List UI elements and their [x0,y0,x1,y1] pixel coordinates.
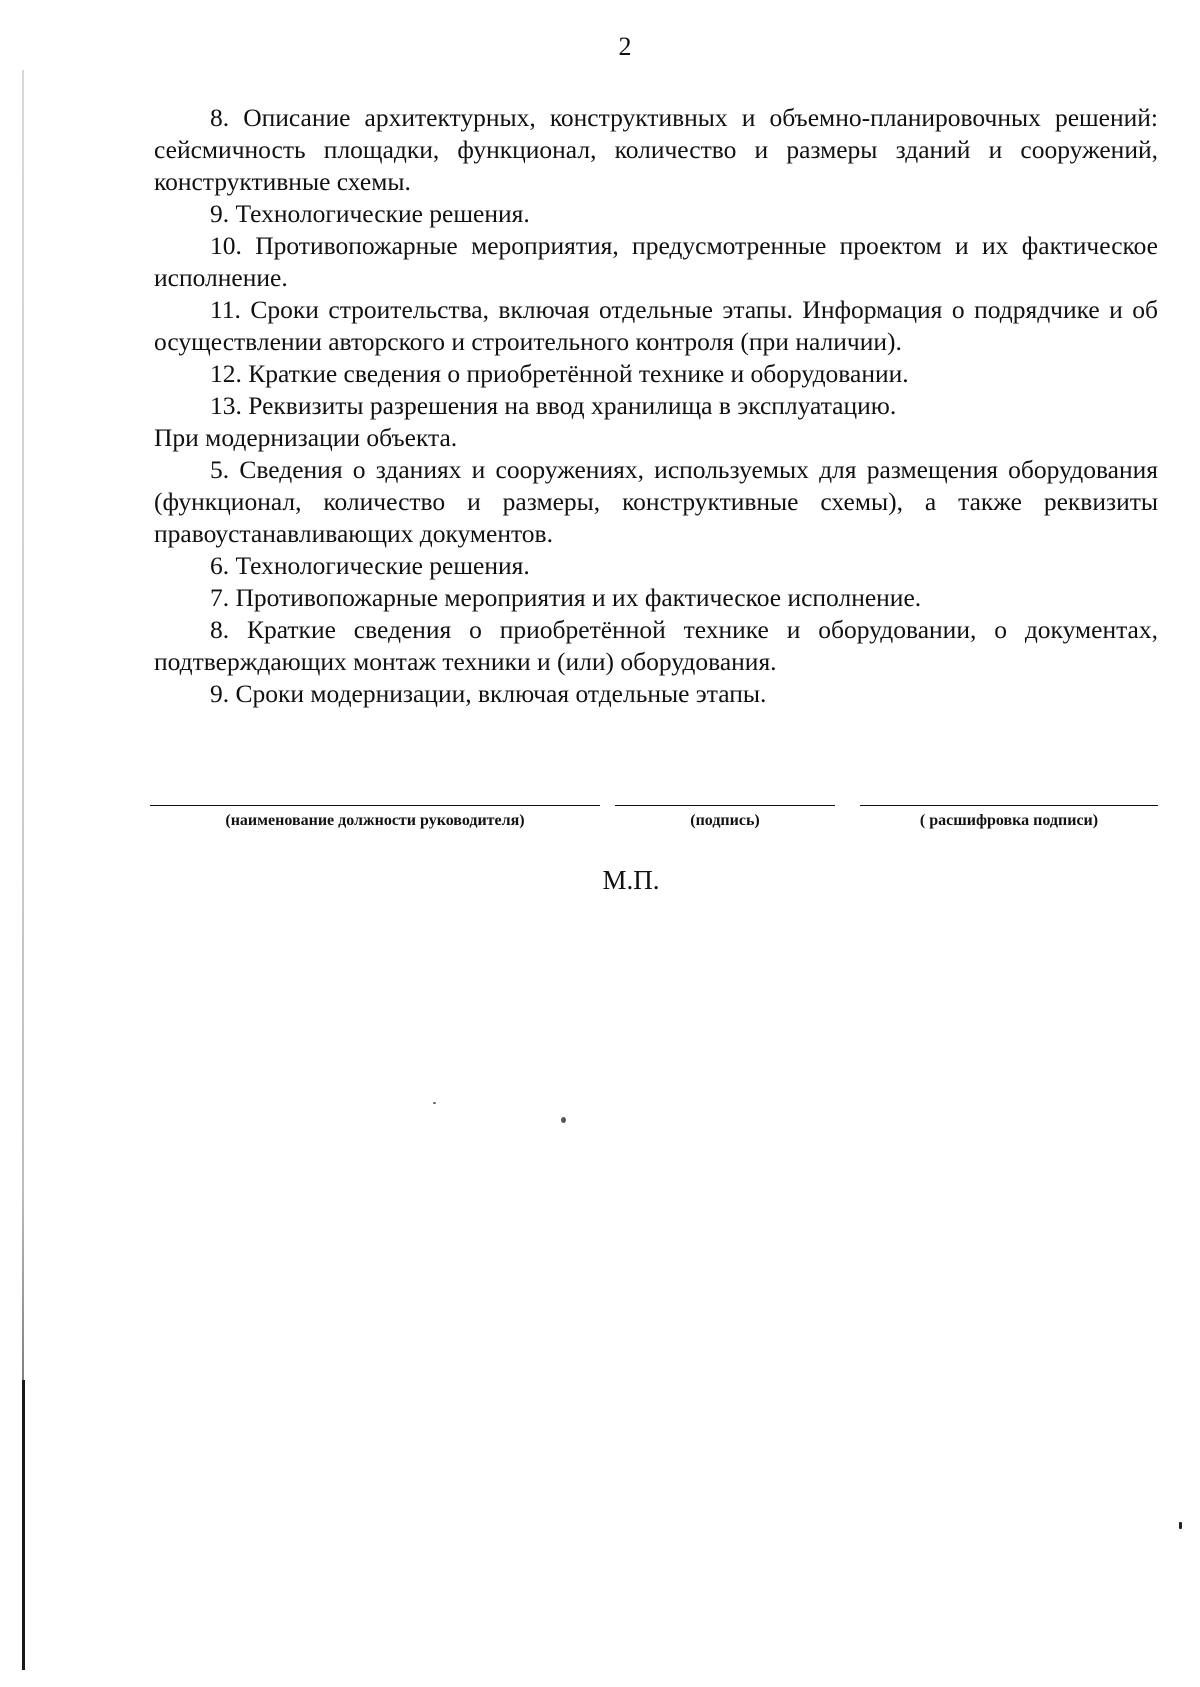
scan-edge-line-dark [22,1380,25,1670]
list-item: 12. Краткие сведения о приобретённой технике и оборудовании. [210,359,909,388]
scan-speck [561,1117,566,1123]
list-item: 8. Описание архитектурных, конструктивных и объемно-планировочных решений: сейсмичность площадки, функционал, количество и размеры зданий и сооружений, конструктивные схемы. [154,103,1158,196]
list-item: 10. Противопожарные мероприятия, предусмотренные проектом и их фактическое исполнение. [154,231,1158,292]
stamp-place-label: М.П. [602,865,660,895]
list-item: 8. Краткие сведения о приобретённой технике и оборудовании, о документах, подтверждающих монтаж техники и (или) оборудования. [154,615,1158,676]
position-caption: (наименование должности руководителя) [225,812,525,829]
list-item: 6. Технологические решения. [210,551,530,580]
list-item: 11. Сроки строительства, включая отдельные этапы. Информация о подрядчике и об осуществлении авторского и строительного контроля (при наличии). [154,295,1158,356]
list-item: 9. Технологические решения. [210,199,530,228]
list-item: 7. Противопожарные мероприятия и их фактическое исполнение. [210,583,922,612]
decoding-caption: ( расшифровка подписи) [919,812,1099,829]
list-item: 13. Реквизиты разрешения на ввод хранилища в эксплуатацию. [210,391,897,420]
list-item: 5. Сведения о зданиях и сооружениях, используемых для размещения оборудования (функционал, количество и размеры, конструктивные схемы), а также реквизиты правоустанавливающих документов. [154,455,1158,548]
scan-speck [1179,1522,1182,1529]
signature-caption: (подпись) [690,812,760,829]
decoding-line [860,805,1158,830]
body-text [154,102,1158,710]
section-heading: При модернизации объекта. [154,423,458,452]
signature-block [150,805,1160,845]
signature-line [615,805,835,830]
list-item: 9. Сроки модернизации, включая отдельные этапы. [210,679,767,708]
page-number: 2 [618,32,632,61]
position-line [150,805,600,830]
scan-speck [433,1102,436,1104]
